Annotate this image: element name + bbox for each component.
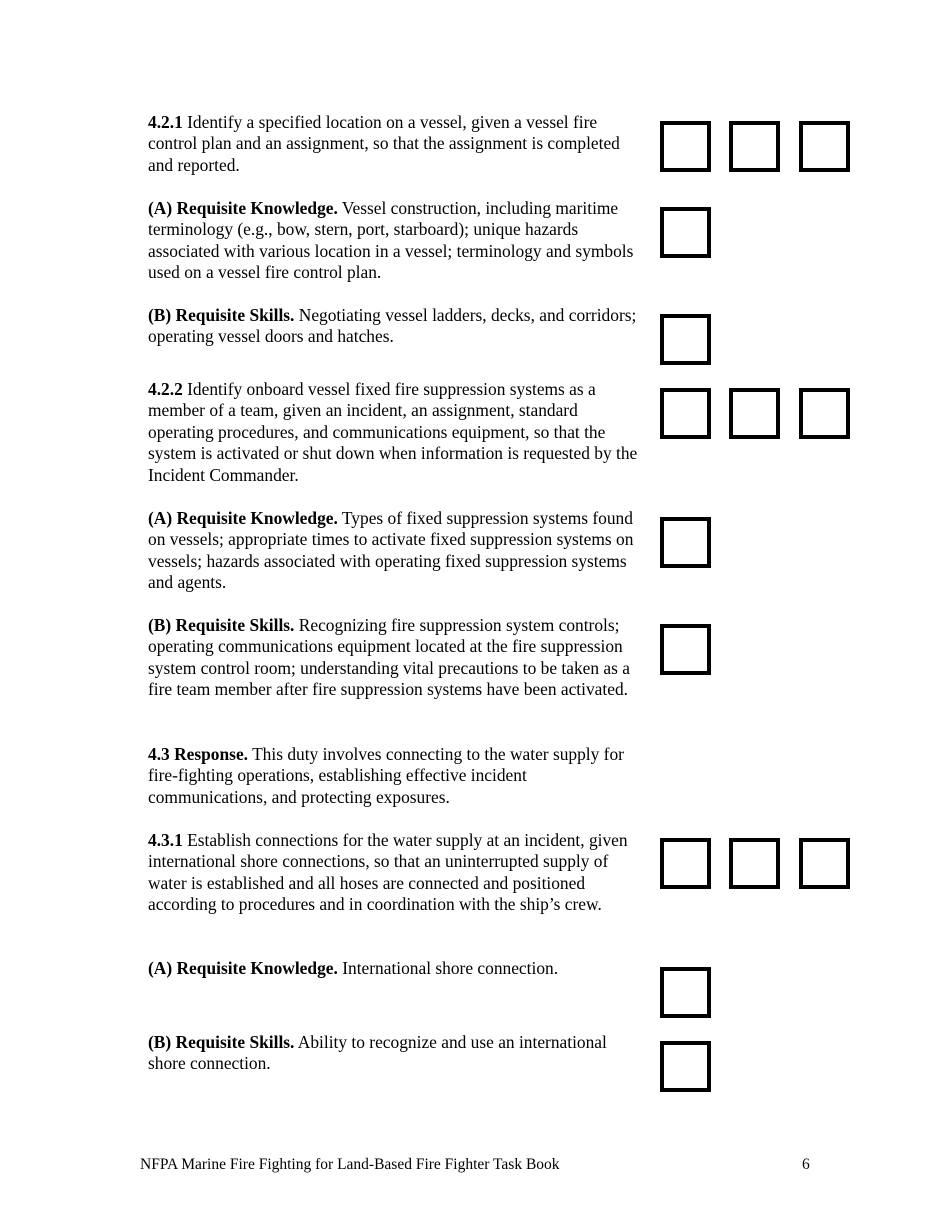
checkbox-4-3-1-c[interactable]: [799, 838, 850, 889]
page-number: 6: [802, 1156, 810, 1173]
item-text: Establish connections for the water supply at an incident, given international shore connections, so that an uninterrupted supply of water is established and all hoses are connected and positioned according to procedures and in coordination with the ship’s crew.: [148, 830, 628, 915]
item-4-3-response: [148, 744, 643, 808]
item-text: Types of fixed suppression systems found on vessels; appropriate times to activate fixed suppression systems on vessels; hazards associated with operating fixed suppression systems and agents.: [148, 508, 634, 593]
checkbox-4-3-1-a[interactable]: [660, 838, 711, 889]
item-label: (A) Requisite Knowledge.: [148, 198, 338, 218]
checkbox-4-2-1-skills[interactable]: [660, 314, 711, 365]
item-label: 4.2.2: [148, 379, 183, 399]
item-label: (B) Requisite Skills.: [148, 615, 295, 635]
item-label: (A) Requisite Knowledge.: [148, 958, 338, 978]
checkbox-4-2-2-b[interactable]: [729, 388, 780, 439]
item-text: This duty involves connecting to the water supply for fire-fighting operations, establishing effective incident communications, and protecting exposures.: [148, 744, 624, 807]
checkbox-4-3-1-skills[interactable]: [660, 1041, 711, 1092]
checkbox-4-2-1-a[interactable]: [660, 121, 711, 172]
item-label: 4.3.1: [148, 830, 183, 850]
checkbox-4-2-1-c[interactable]: [799, 121, 850, 172]
checkbox-4-2-2-knowledge[interactable]: [660, 517, 711, 568]
item-label: (A) Requisite Knowledge.: [148, 508, 338, 528]
item-4-2-2: [148, 379, 643, 486]
item-text: Vessel construction, including maritime terminology (e.g., bow, stern, port, starboard); unique hazards associated with various location in a vessel; terminology and symbols used on a vessel fire control plan.: [148, 198, 634, 283]
item-label: (B) Requisite Skills.: [148, 1032, 295, 1052]
item-4-2-2-knowledge: [148, 508, 643, 594]
checkbox-4-2-2-c[interactable]: [799, 388, 850, 439]
footer-title: NFPA Marine Fire Fighting for Land-Based Fire Fighter Task Book: [140, 1156, 560, 1173]
checkbox-4-2-1-b[interactable]: [729, 121, 780, 172]
item-label: 4.2.1: [148, 112, 183, 132]
item-4-2-2-skills: [148, 615, 643, 701]
checkbox-4-2-2-skills[interactable]: [660, 624, 711, 675]
item-text: Negotiating vessel ladders, decks, and corridors; operating vessel doors and hatches.: [148, 305, 637, 347]
checkbox-4-3-1-knowledge[interactable]: [660, 967, 711, 1018]
checkbox-4-2-1-knowledge[interactable]: [660, 207, 711, 258]
item-4-3-1-skills: [148, 1032, 643, 1075]
item-4-2-1-skills: [148, 305, 643, 348]
item-text: Recognizing fire suppression system controls; operating communications equipment located at the fire suppression system control room; understanding vital precautions to be taken as a fire team member after fire suppression systems have been activated.: [148, 615, 630, 700]
item-text: Ability to recognize and use an international shore connection.: [148, 1032, 607, 1074]
item-text: International shore connection.: [342, 958, 559, 978]
item-4-3-1: [148, 830, 643, 916]
item-text: Identify a specified location on a vessel, given a vessel fire control plan and an assignment, so that the assignment is completed and reported.: [148, 112, 620, 175]
checkbox-4-2-2-a[interactable]: [660, 388, 711, 439]
item-text: Identify onboard vessel fixed fire suppression systems as a member of a team, given an incident, an assignment, standard operating procedures, and communications equipment, so that the system is activated or shut down when information is requested by the Incident Commander.: [148, 379, 638, 485]
item-4-2-1-knowledge: [148, 198, 643, 284]
item-label: 4.3 Response.: [148, 744, 249, 764]
item-4-3-1-knowledge: [148, 958, 643, 979]
item-4-2-1: [148, 112, 643, 176]
checkbox-4-3-1-b[interactable]: [729, 838, 780, 889]
item-label: (B) Requisite Skills.: [148, 305, 295, 325]
